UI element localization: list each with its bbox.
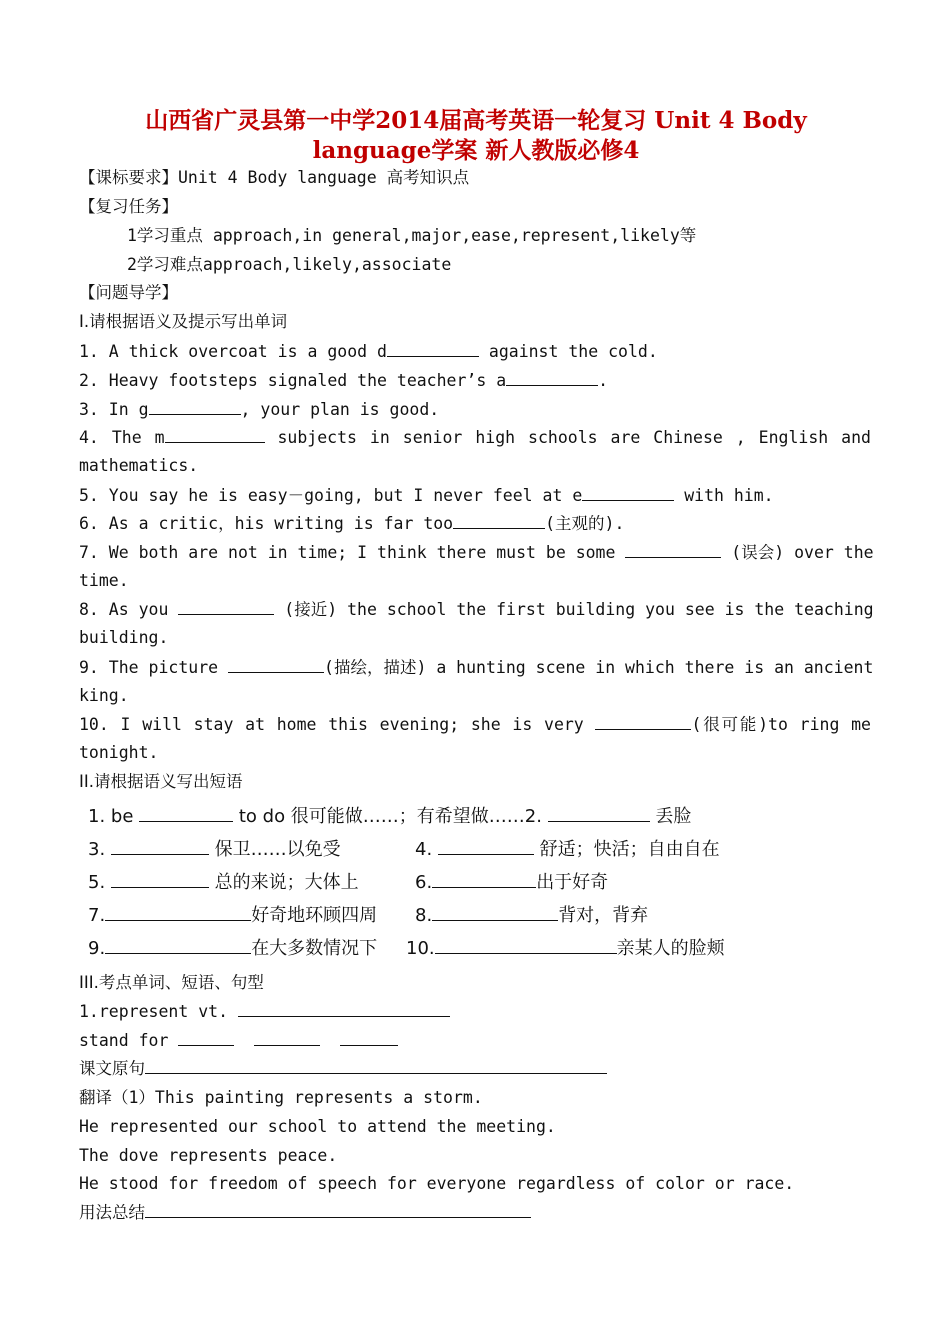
exercise-item: 3. In g , your plan is good.: [79, 400, 440, 419]
answer-blank[interactable]: [145, 1203, 531, 1218]
answer-blank[interactable]: [139, 805, 233, 822]
example-sentence: He stood for freedom of speech for everyone regardless of color or race.: [79, 1174, 795, 1193]
answer-blank[interactable]: [506, 369, 598, 386]
answer-blank[interactable]: [111, 871, 209, 888]
exercise-item: 7. We both are not in time; I think there must be some (误会) over the: [79, 543, 874, 562]
task-difficult-points: 2学习难点approach,likely,associate: [127, 255, 452, 274]
exercise-item-continued: building.: [79, 628, 169, 647]
stand-for-entry: stand for: [79, 1030, 398, 1052]
original-sentence: 课文原句: [79, 1058, 607, 1080]
phrase-item: 10. 亲某人的脸颊: [406, 938, 725, 959]
usage-summary: 用法总结: [79, 1202, 531, 1224]
phrase-row-1: 1. be to do 很可能做……；有希望做……2. 丢脸: [88, 806, 692, 827]
exercise-item-continued: mathematics.: [79, 456, 199, 475]
phrase-item: 3. 保卫……以免受: [88, 839, 341, 860]
exercise-item: 9. The picture (描绘，描述) a hunting scene in which there is an ancient: [79, 658, 874, 677]
answer-blank[interactable]: [548, 805, 650, 822]
answer-blank[interactable]: [105, 937, 251, 954]
document-title-line1: 山西省广灵县第一中学2014届高考英语一轮复习 Unit 4 Body: [145, 107, 807, 134]
exercise-item-continued: king.: [79, 686, 129, 705]
phrase-item: 4. 舒适；快活；自由自在: [415, 839, 720, 860]
phrase-item: 6. 出于好奇: [415, 872, 609, 893]
answer-blank[interactable]: [149, 398, 241, 415]
phrase-item: 5. 总的来说；大体上: [88, 872, 359, 893]
answer-blank[interactable]: [111, 838, 209, 855]
exercise-item-continued: tonight.: [79, 743, 159, 762]
document-title-line2: language学案 新人教版必修4: [312, 137, 640, 164]
tasks-heading: 【复习任务】: [79, 197, 178, 216]
guide-heading: 【问题导学】: [79, 283, 178, 302]
answer-blank[interactable]: [165, 426, 265, 443]
represent-entry: 1.represent vt.: [79, 1001, 450, 1023]
task-key-points: 1学习重点 approach,in general,major,ease,represent,likely等: [127, 226, 697, 245]
answer-blank[interactable]: [145, 1059, 607, 1074]
answer-blank[interactable]: [178, 1031, 234, 1046]
section3-heading: III.考点单词、短语、句型: [79, 973, 264, 992]
answer-blank[interactable]: [432, 904, 558, 921]
answer-blank[interactable]: [595, 713, 691, 730]
answer-blank[interactable]: [105, 904, 251, 921]
answer-blank[interactable]: [228, 656, 324, 673]
answer-blank[interactable]: [178, 598, 274, 615]
answer-blank[interactable]: [387, 340, 479, 357]
phrase-item: 7. 好奇地环顾四周: [88, 905, 378, 926]
phrase-item: 9. 在大多数情况下: [88, 938, 378, 959]
translate-line: 翻译（1）This painting represents a storm.: [79, 1088, 483, 1107]
answer-blank[interactable]: [438, 838, 534, 855]
answer-blank[interactable]: [435, 937, 617, 954]
course-standard: 【课标要求】Unit 4 Body language 高考知识点: [79, 168, 470, 187]
section1-heading: I.请根据语义及提示写出单词: [79, 312, 288, 331]
exercise-item: 10. I will stay at home this evening; she is very (很可能)to ring me: [79, 715, 871, 734]
answer-blank[interactable]: [340, 1031, 398, 1046]
exercise-item: 1. A thick overcoat is a good d against the cold.: [79, 342, 658, 361]
answer-blank[interactable]: [582, 484, 674, 501]
example-sentence: He represented our school to attend the meeting.: [79, 1117, 556, 1136]
section2-heading: II.请根据语义写出短语: [79, 772, 243, 791]
exercise-item: 5. You say he is easy－going, but I never feel at e with him.: [79, 486, 774, 505]
answer-blank[interactable]: [238, 1002, 450, 1017]
answer-blank[interactable]: [453, 512, 545, 529]
exercise-item-continued: time.: [79, 571, 129, 590]
exercise-item: 4. The m subjects in senior high schools are Chinese , English and: [79, 428, 871, 447]
answer-blank[interactable]: [432, 871, 536, 888]
example-sentence: The dove represents peace.: [79, 1146, 338, 1165]
exercise-item: 2. Heavy footsteps signaled the teacher’s a .: [79, 371, 609, 390]
exercise-item: 6. As a critic，his writing is far too (主观的).: [79, 514, 625, 533]
answer-blank[interactable]: [625, 541, 721, 558]
exercise-item: 8. As you (接近) the school the first building you see is the teaching: [79, 600, 874, 619]
answer-blank[interactable]: [254, 1031, 320, 1046]
phrase-item: 8. 背对，背弃: [415, 905, 649, 926]
